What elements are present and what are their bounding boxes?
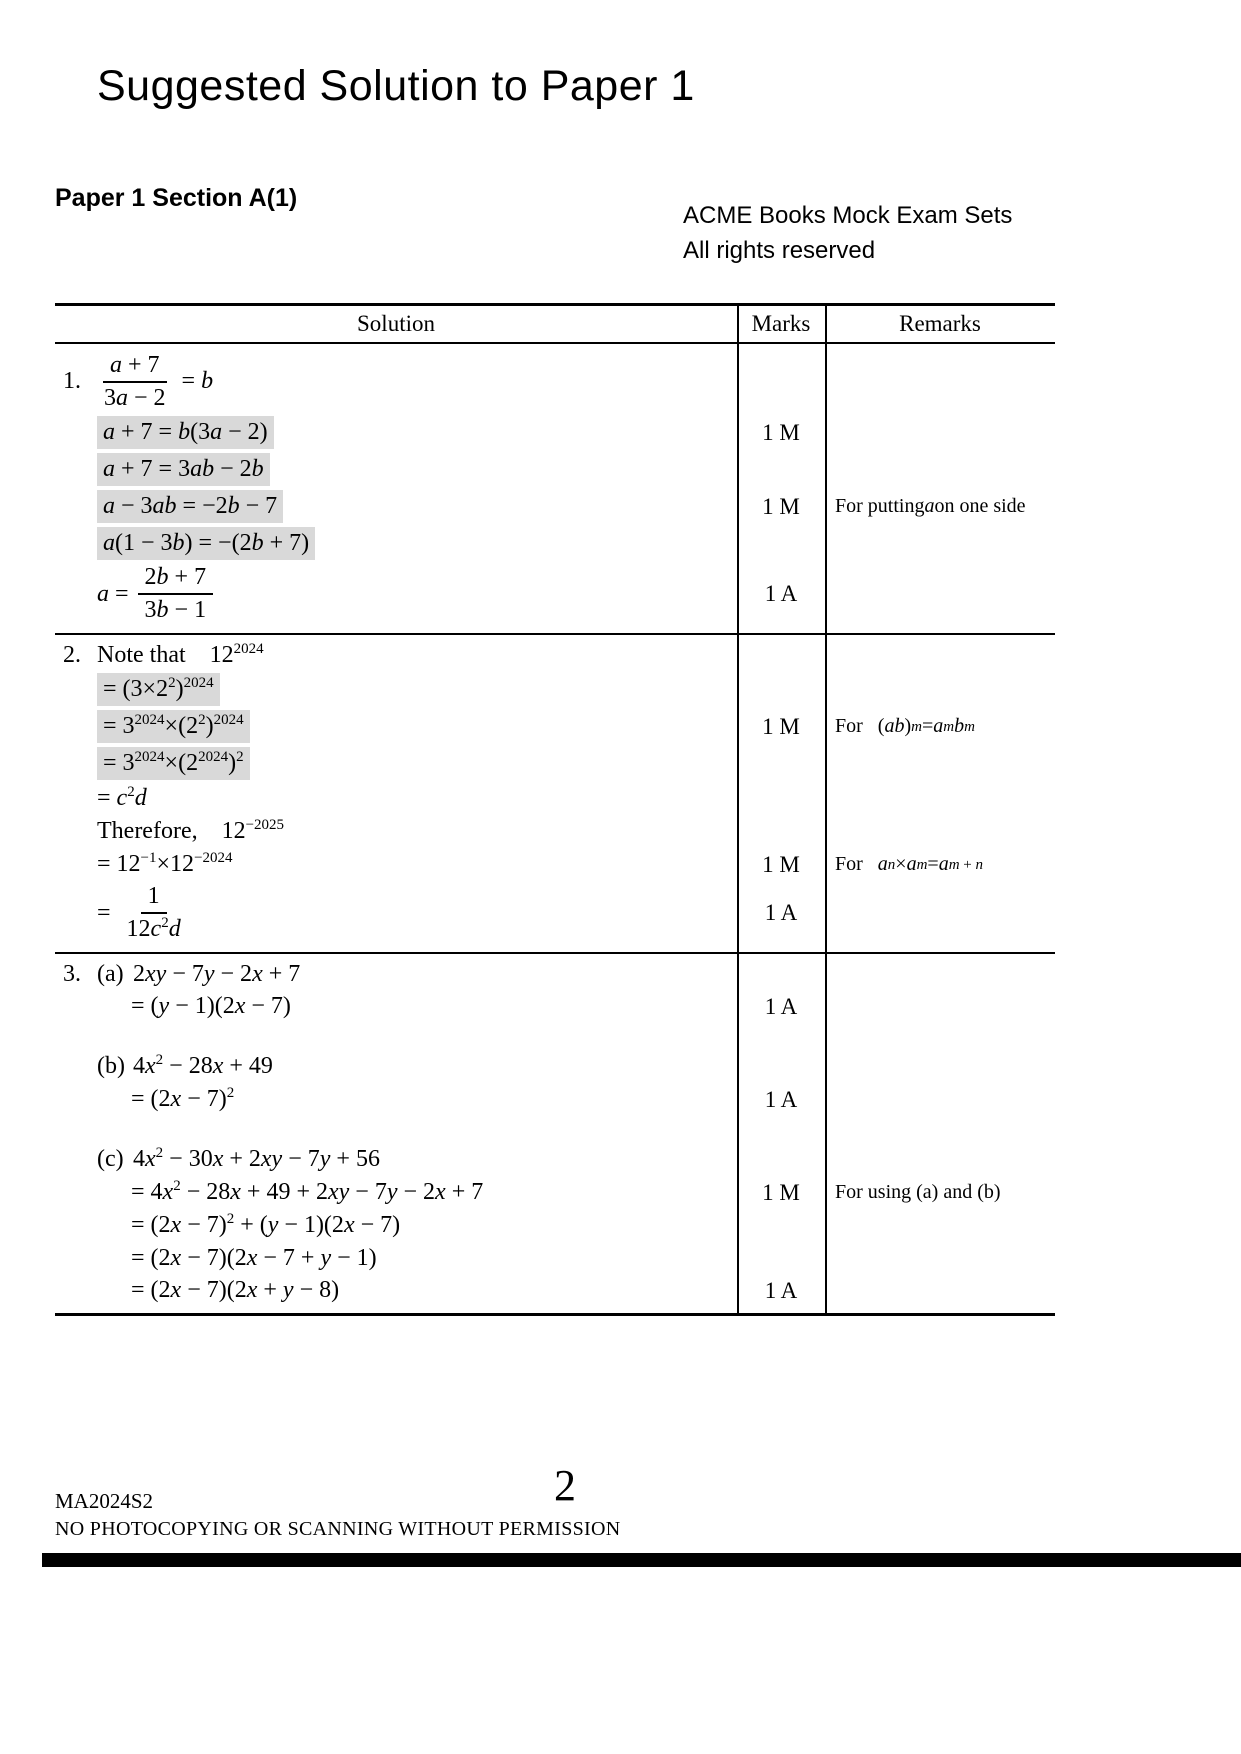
solution-cell	[55, 783, 737, 814]
document-code: MA2024S2	[55, 1489, 154, 1513]
math-text: 2	[155, 1052, 164, 1068]
solution-line-row	[55, 1275, 1055, 1313]
math-text: 2	[226, 1211, 235, 1227]
solution-line-row	[55, 745, 1055, 782]
math-text: +	[257, 1277, 283, 1303]
publisher-line-1: ACME Books Mock Exam Sets	[683, 202, 1013, 229]
math-text: = 3	[103, 713, 135, 739]
math-text: −2025	[245, 817, 285, 833]
solution-line-row	[55, 633, 1055, 671]
math-text: = (2	[131, 1086, 171, 1112]
math-variable: x	[212, 1053, 224, 1079]
math-text: )	[228, 750, 237, 776]
math-text: )	[175, 676, 184, 702]
math-variable: d	[168, 916, 181, 942]
solution-line-row	[55, 708, 1055, 745]
math-text: − 1)(2	[278, 1212, 344, 1238]
equation	[133, 961, 300, 988]
math-text: − 30	[163, 1146, 213, 1172]
math-text: − 7)(2	[181, 1277, 247, 1303]
math-text: (1 − 3	[115, 530, 173, 556]
problems-container	[55, 344, 1055, 1313]
math-variable: a	[97, 580, 109, 607]
math-text: 1	[147, 883, 160, 909]
remarks-cell	[825, 715, 1055, 738]
solution-cell	[55, 1177, 737, 1208]
solution-cell	[55, 1243, 737, 1274]
publisher-info	[683, 198, 1012, 268]
fraction-denominator	[97, 383, 173, 412]
math-text: + 7	[262, 961, 301, 987]
math-text: 2024	[213, 712, 244, 728]
math-text: 4	[133, 1146, 145, 1172]
math-text: − 2)	[222, 419, 268, 445]
math-text: (3	[190, 419, 211, 445]
equation	[97, 453, 270, 486]
equation	[97, 527, 315, 560]
solution-cell	[55, 1275, 737, 1306]
marks-cell: 1 A	[764, 900, 798, 925]
equation	[97, 416, 274, 449]
math-text: 2	[173, 1178, 181, 1194]
solution-line-row	[55, 782, 1055, 815]
math-text: − 7)(2	[181, 1245, 247, 1271]
solution-line-row	[55, 1176, 1055, 1209]
math-text: 2	[144, 564, 157, 590]
math-variable: ab	[152, 493, 177, 519]
fraction-numerator	[138, 564, 214, 595]
math-variable: b	[251, 530, 264, 556]
math-variable: x	[170, 1086, 182, 1112]
math-variable: a	[210, 419, 223, 445]
fraction-prefix	[97, 900, 111, 927]
math-text: 2	[155, 1145, 164, 1161]
problem-number: 2.	[63, 642, 81, 668]
math-text: +	[959, 856, 976, 873]
fraction-denominator	[120, 914, 188, 943]
solution-cell	[55, 1051, 737, 1082]
math-variable: a	[877, 853, 888, 875]
header-solution: Solution	[357, 311, 435, 336]
equation	[97, 564, 213, 624]
math-text: 12	[126, 916, 151, 942]
equation	[131, 1245, 377, 1272]
equation	[131, 993, 291, 1020]
remarks-cell	[825, 495, 1055, 518]
equation	[133, 1146, 380, 1173]
math-text: = −2	[176, 493, 228, 519]
solution-cell	[55, 562, 737, 626]
equation	[97, 352, 213, 412]
solution-line-row	[55, 1143, 1055, 1176]
equation	[131, 1086, 234, 1113]
solution-line-row	[55, 990, 1055, 1023]
math-text: − 28	[163, 1053, 213, 1079]
math-variable: c	[150, 916, 162, 942]
math-variable: y	[203, 961, 215, 987]
math-text: − 2	[214, 961, 253, 987]
solution-line-row	[55, 414, 1055, 451]
fraction	[120, 883, 188, 943]
marks-cell: 1 M	[762, 1179, 800, 1205]
math-variable: y	[282, 1277, 294, 1303]
math-text: − 7)	[181, 1212, 227, 1238]
math-variable: a	[103, 456, 115, 482]
math-variable: b	[172, 530, 185, 556]
fraction	[97, 352, 173, 412]
math-text: =	[927, 853, 939, 875]
equation	[97, 785, 147, 812]
math-text: ) = −(2	[184, 530, 252, 556]
page-number: 2	[554, 1461, 576, 1510]
math-variable: x	[246, 1277, 258, 1303]
equation	[131, 1212, 400, 1239]
math-variable: m	[911, 718, 922, 735]
header-remarks: Remarks	[899, 311, 981, 336]
math-text: 2	[168, 675, 176, 691]
math-text: Note that 12	[97, 642, 234, 668]
remarks-cell	[825, 853, 1055, 876]
math-text: = (2	[131, 1212, 171, 1238]
math-variable: xy	[145, 961, 167, 987]
math-variable: x	[162, 1179, 174, 1205]
math-text: ×(2	[164, 750, 199, 776]
math-variable: x	[252, 961, 263, 987]
math-variable: x	[212, 1146, 224, 1172]
math-variable: x	[230, 1179, 241, 1205]
math-variable: y	[267, 1212, 279, 1238]
marks-cell: 1 M	[762, 493, 800, 519]
math-text: − 7	[349, 1179, 387, 1205]
solution-cell	[55, 414, 737, 451]
math-text: 2	[161, 915, 169, 931]
math-variable: y	[320, 1245, 332, 1271]
math-variable: ab	[190, 456, 215, 482]
solution-cell	[55, 816, 737, 847]
math-text: 2	[133, 961, 145, 987]
solution-line-row	[55, 451, 1055, 488]
equation	[131, 1179, 483, 1206]
math-text: For putting	[835, 495, 925, 517]
solution-cell	[55, 350, 737, 414]
marks-cell: 1 A	[764, 993, 798, 1019]
math-variable: x	[145, 1053, 156, 1079]
math-text: on one side	[934, 495, 1026, 517]
solution-cell	[55, 1035, 737, 1039]
math-variable: a	[906, 853, 917, 875]
math-variable: m	[916, 856, 928, 873]
math-text: 2	[236, 749, 244, 765]
solution-cell	[55, 451, 737, 488]
math-text: 2024	[233, 641, 264, 657]
math-text: ×	[895, 853, 907, 875]
math-variable: x	[435, 1179, 446, 1205]
math-text: =	[181, 368, 202, 394]
equation	[97, 710, 250, 743]
fraction-numerator	[103, 352, 167, 383]
math-text: 4	[133, 1053, 145, 1079]
table-header-row	[55, 306, 1055, 344]
marks-cell: 1 A	[764, 1086, 798, 1112]
math-variable: x	[145, 1146, 156, 1172]
math-text: −2024	[194, 850, 233, 866]
math-text: + 7 =	[115, 419, 179, 445]
solution-table	[55, 303, 1055, 1316]
math-text: + 7	[445, 1179, 484, 1205]
math-text: 2	[226, 1085, 235, 1101]
math-text: = 4	[131, 1179, 163, 1205]
math-variable: a	[110, 351, 122, 378]
math-text: − 7 +	[257, 1245, 321, 1271]
math-variable: b	[156, 597, 169, 623]
math-text: ×(2	[164, 713, 199, 739]
remarks-cell	[825, 1181, 1055, 1204]
math-variable: n	[975, 856, 984, 873]
equation	[97, 673, 220, 706]
solution-line-row	[55, 1050, 1055, 1083]
math-variable: b	[156, 564, 169, 590]
math-text: =	[97, 785, 117, 811]
math-text: − 1)(2	[169, 993, 235, 1019]
page-title: Suggested Solution to Paper 1	[97, 62, 695, 110]
header-marks: Marks	[751, 311, 811, 336]
math-text: 2	[198, 712, 206, 728]
solution-line-row	[55, 671, 1055, 708]
math-text: = (3×2	[103, 676, 169, 702]
solution-cell	[55, 640, 737, 671]
solution-cell	[55, 991, 737, 1022]
math-text: For using (a) and (b)	[835, 1181, 1001, 1203]
marks-cell: 1 M	[762, 419, 800, 445]
math-text: )	[205, 713, 214, 739]
problem-number: 3.	[63, 961, 81, 987]
math-text: − 7)	[181, 1086, 227, 1112]
math-text: − 3	[115, 493, 153, 519]
solution-cell	[55, 959, 737, 990]
math-variable: m	[948, 856, 960, 873]
math-text: = (2	[131, 1277, 171, 1303]
equation	[131, 1277, 339, 1304]
marks-cell: 1 A	[764, 581, 798, 606]
fraction-numerator	[141, 883, 167, 914]
math-variable: a	[116, 384, 128, 411]
math-text: − 28	[180, 1179, 231, 1205]
math-text: )	[904, 715, 912, 737]
solution-cell	[55, 488, 737, 525]
fraction-prefix	[97, 581, 129, 608]
equation	[97, 883, 188, 943]
solution-cell	[55, 745, 737, 782]
math-text: + 49	[223, 1053, 273, 1079]
math-text: = 3	[103, 750, 135, 776]
math-variable: x	[170, 1212, 182, 1238]
math-text: + 7 = 3	[115, 456, 191, 482]
equation	[97, 851, 233, 878]
math-text: = 12	[97, 851, 141, 877]
math-variable: n	[887, 856, 896, 873]
math-variable: a	[933, 715, 944, 737]
math-text: − 8)	[293, 1277, 340, 1303]
math-variable: y	[319, 1146, 331, 1172]
problem-number: 1.	[63, 368, 81, 394]
math-variable: b	[954, 715, 965, 737]
math-variable: b	[227, 493, 240, 519]
solution-line-row	[55, 1116, 1055, 1143]
math-text: + 7)	[263, 530, 310, 556]
solution-cell	[55, 881, 737, 945]
math-text: ×12	[156, 851, 195, 877]
equation	[97, 642, 264, 669]
math-variable: c	[116, 785, 128, 811]
solution-cell	[55, 849, 737, 880]
publisher-line-2: All rights reserved	[683, 237, 876, 264]
math-variable: a	[103, 493, 115, 519]
math-variable: x	[170, 1245, 182, 1271]
math-text: 2024	[134, 712, 165, 728]
math-variable: x	[246, 1245, 258, 1271]
math-text: = (2	[131, 1245, 171, 1271]
math-variable: y	[158, 993, 170, 1019]
math-text: − 7	[239, 493, 278, 519]
solution-line-row	[55, 881, 1055, 952]
math-text: − 2	[397, 1179, 436, 1205]
fraction-denominator	[138, 595, 214, 624]
math-text: 3	[104, 384, 116, 411]
math-text: + (	[234, 1212, 268, 1238]
math-text: + 7	[168, 564, 207, 590]
math-variable: a	[103, 530, 115, 556]
part-label: (c)	[97, 1146, 124, 1172]
math-text: + 2	[223, 1146, 261, 1172]
solution-line-row	[55, 344, 1055, 414]
math-variable: x	[343, 1212, 355, 1238]
section-heading: Paper 1 Section A(1)	[55, 184, 298, 212]
solution-cell	[55, 1210, 737, 1241]
solution-line-row	[55, 525, 1055, 562]
math-variable: b	[251, 456, 264, 482]
math-variable: a	[924, 495, 935, 517]
math-variable: x	[170, 1277, 182, 1303]
math-text: − 7	[166, 961, 204, 987]
math-text: 2024	[198, 749, 229, 765]
copyright-notice: NO PHOTOCOPYING OR SCANNING WITHOUT PERMISSION	[55, 1518, 621, 1540]
math-variable: d	[134, 785, 147, 811]
part-label: (a)	[97, 961, 124, 987]
math-text: − 2	[214, 456, 252, 482]
math-text: = (	[131, 993, 159, 1019]
solution-cell	[55, 1128, 737, 1132]
solution-cell	[55, 671, 737, 708]
math-variable: xy	[260, 1146, 283, 1172]
math-text: + 49 + 2	[240, 1179, 328, 1205]
solution-cell	[55, 525, 737, 562]
math-text: For	[835, 853, 878, 875]
math-text: + 7	[122, 351, 160, 378]
math-text: −1	[140, 850, 157, 866]
math-variable: m	[964, 718, 975, 735]
bottom-bar	[42, 1553, 1241, 1567]
solution-cell	[55, 708, 737, 745]
solution-cell	[55, 1144, 737, 1175]
math-text: − 1	[168, 597, 207, 623]
solution-line-row	[55, 952, 1055, 990]
marks-cell: 1 A	[764, 1277, 798, 1303]
math-variable: y	[386, 1179, 398, 1205]
equation	[97, 747, 250, 780]
solution-line-row	[55, 1242, 1055, 1275]
math-text: 3	[144, 597, 157, 623]
math-text: Therefore, 12	[97, 818, 246, 844]
solution-line-row	[55, 488, 1055, 525]
math-text: − 7	[282, 1146, 320, 1172]
solution-line-row	[55, 1023, 1055, 1050]
marks-cell: 1 M	[762, 713, 800, 739]
math-variable: b	[201, 368, 214, 394]
math-variable: ab	[884, 715, 905, 737]
math-variable: x	[234, 993, 246, 1019]
math-text: − 1)	[331, 1245, 377, 1271]
math-text: 2024	[134, 749, 165, 765]
math-variable: xy	[327, 1179, 350, 1205]
math-variable: m	[943, 718, 955, 735]
math-text: 2	[127, 784, 135, 800]
solution-line-row	[55, 1209, 1055, 1242]
solution-line-row	[55, 848, 1055, 881]
math-text: − 7)	[245, 993, 291, 1019]
math-text: − 7)	[354, 1212, 401, 1238]
math-text: 2024	[183, 675, 214, 691]
fraction-suffix	[182, 368, 214, 395]
column-divider	[737, 306, 739, 1313]
math-text: + 56	[330, 1146, 380, 1172]
column-divider	[825, 306, 827, 1313]
equation	[133, 1053, 273, 1080]
marks-cell: 1 M	[762, 851, 800, 877]
math-text: =	[921, 715, 934, 737]
equation	[97, 818, 284, 845]
math-text: − 2	[128, 384, 166, 411]
math-variable: a	[103, 419, 115, 445]
solution-line-row	[55, 815, 1055, 848]
math-variable: b	[178, 419, 191, 445]
part-label: (b)	[97, 1053, 125, 1079]
math-text: =	[97, 899, 111, 926]
solution-line-row	[55, 562, 1055, 633]
math-variable: a	[938, 853, 949, 875]
math-text: =	[109, 580, 129, 607]
solution-line-row	[55, 1083, 1055, 1116]
solution-cell	[55, 1084, 737, 1115]
math-text: For (	[835, 715, 885, 737]
fraction	[138, 564, 214, 624]
equation	[97, 490, 283, 523]
